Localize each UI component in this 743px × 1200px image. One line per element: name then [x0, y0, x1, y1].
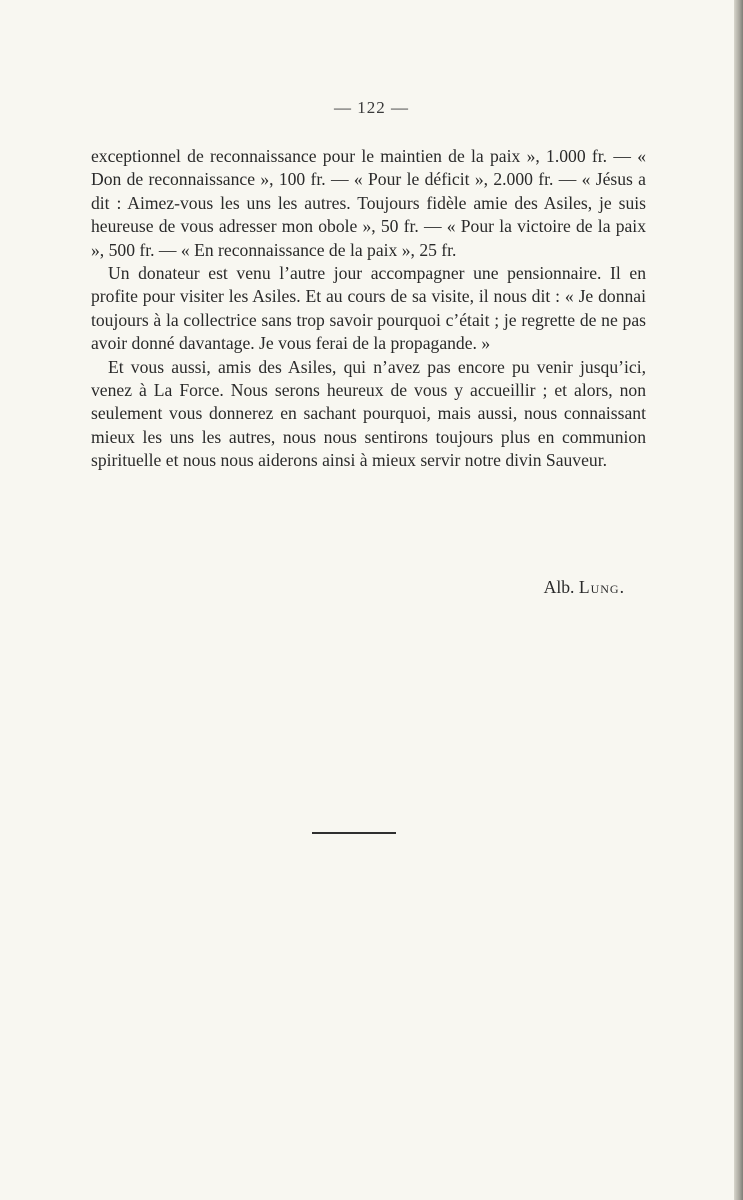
- paragraph-donor-visit: Un donateur est venu l’autre jour accompagner une pensionnaire. Il en profite pour visiter les Asiles. Et au cours de sa visite, il nous dit : « Je donnai toujours à la collectrice sans trop savoir pourquoi c’était ; je regrette de ne pas avoir donné davantage. Je vous ferai de la propagande. »: [91, 263, 646, 354]
- paragraph-continuation: exceptionnel de reconnaissance pour le maintien de la paix », 1.000 fr. — « Don de reconnaissance », 100 fr. — « Pour le déficit », 2.000 fr. — « Jésus a dit : Aimez-vous les uns les autres. Toujours fidèle amie des Asiles, je suis heureuse de vous adresser mon obole », 50 fr. — « Pour la victoire de la paix », 500 fr. — « En reconnaissance de la paix », 25 fr.: [91, 146, 646, 260]
- page-number: — 122 —: [334, 98, 409, 117]
- paragraph-invitation: Et vous aussi, amis des Asiles, qui n’avez pas encore pu venir jusqu’ici, venez à La Force. Nous serons heureux de vous y accueillir ; et alors, non seulement vous donnerez en sachant pourquoi, mais aussi, nous connaissant mieux les uns les autres, nous nous sentirons toujours plus en communion spirituelle et nous nous aiderons ainsi à mieux servir notre divin Sauveur.: [91, 356, 646, 471]
- signature-name: Lung.: [578, 577, 625, 597]
- article-body: [91, 145, 646, 473]
- author-signature: [0, 576, 625, 599]
- signature-prefix: Alb.: [543, 577, 575, 597]
- page-edge-shadow: [734, 0, 743, 1200]
- section-divider: [312, 832, 396, 834]
